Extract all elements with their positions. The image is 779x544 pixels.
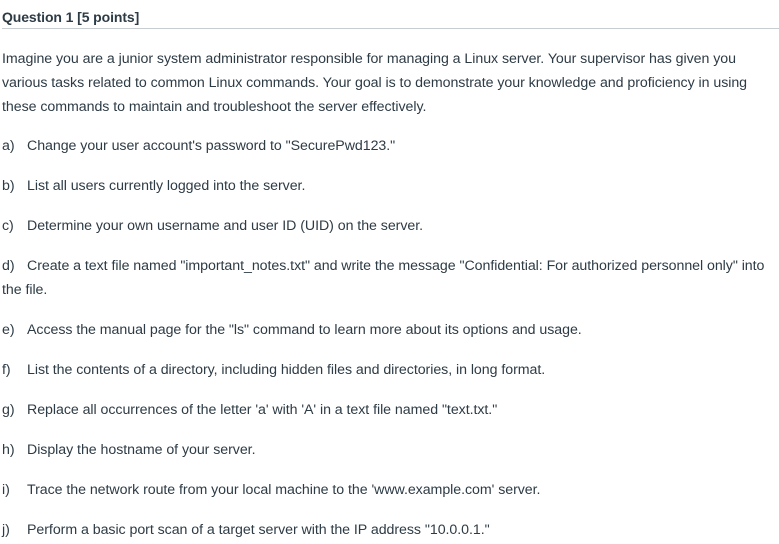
task-item-b <box>2 174 775 198</box>
question-title: Question 1 [5 points] <box>2 9 140 25</box>
task-item-j <box>2 518 775 542</box>
task-letter: f) <box>2 362 11 378</box>
task-item-h <box>2 438 775 462</box>
task-item-f <box>2 358 775 382</box>
task-text: Create a text file named "important_notes.txt" and write the message "Confidential: For authorized personnel only" into the file. <box>2 258 765 298</box>
task-text: Display the hostname of your server. <box>27 442 256 458</box>
task-letter: d) <box>2 258 15 274</box>
task-item-i <box>2 478 775 502</box>
task-letter: g) <box>2 402 15 418</box>
task-letter: j) <box>2 522 10 538</box>
task-text: Change your user account's password to "SecurePwd123." <box>27 138 396 154</box>
question-intro: Imagine you are a junior system administrator responsible for managing a Linux server. Your supervisor has given you various tasks related to common Linux commands. Your goal is to demonstrate your knowledge and proficiency in using these commands to maintain and troubleshoot the server effectively. <box>2 51 748 115</box>
task-item-d <box>2 254 775 302</box>
task-letter: a) <box>2 138 15 154</box>
task-letter: h) <box>2 442 15 458</box>
question-body <box>2 47 775 542</box>
task-list <box>2 134 775 542</box>
task-letter: e) <box>2 322 15 338</box>
task-item-e <box>2 318 775 342</box>
question-header <box>2 6 779 29</box>
task-letter: b) <box>2 178 15 194</box>
task-text: List the contents of a directory, including hidden files and directories, in long format. <box>27 362 546 378</box>
task-letter: c) <box>2 218 14 234</box>
task-text: Trace the network route from your local machine to the 'www.example.com' server. <box>27 482 541 498</box>
task-text: Perform a basic port scan of a target server with the IP address "10.0.0.1." <box>27 522 490 538</box>
task-text: Determine your own username and user ID (UID) on the server. <box>27 218 423 234</box>
task-item-c <box>2 214 775 238</box>
task-text: List all users currently logged into the server. <box>27 178 306 194</box>
task-text: Access the manual page for the "ls" command to learn more about its options and usage. <box>27 322 582 338</box>
task-item-g <box>2 398 775 422</box>
task-item-a <box>2 134 775 158</box>
task-text: Replace all occurrences of the letter 'a' with 'A' in a text file named "text.txt." <box>27 402 498 418</box>
task-letter: i) <box>2 482 10 498</box>
